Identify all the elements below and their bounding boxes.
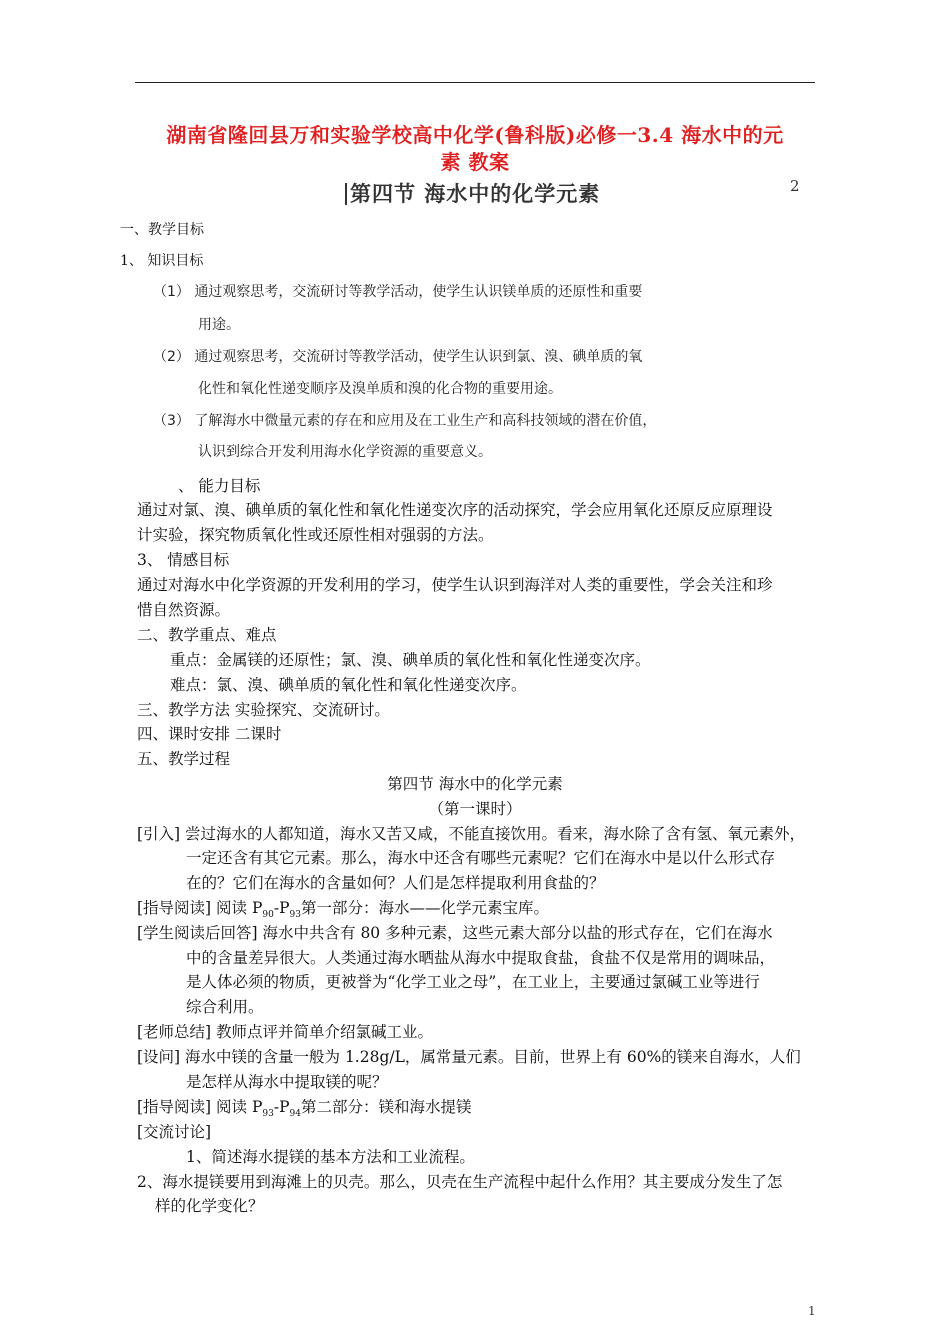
- ability-text-2: 计实验，探究物质氧化性或还原性相对强弱的方法。: [137, 526, 494, 544]
- page-number: 1: [808, 1304, 816, 1318]
- emotion-text-2: 惜自然资源。: [137, 601, 231, 619]
- knowledge-item-3-cont: 认识到综合开发利用海水化学资源的重要意义。: [198, 444, 492, 460]
- page-sub-start-2: 93: [262, 1109, 274, 1120]
- ability-text-1: 通过对氯、溴、碘单质的氧化性和氧化性递变次序的活动探究，学会应用氧化还原反应原理设: [137, 501, 773, 519]
- question-line-1: [设问] 海水中镁的含量一般为 1.28g/L，属常量元素。目前，世界上有 60%的镁来自海水，人们: [137, 1048, 801, 1066]
- document-title: [135, 122, 815, 176]
- scanned-heading-text: 第四节 海水中的化学元素: [350, 182, 601, 206]
- guided-reading-2-dash: -P: [273, 1098, 290, 1116]
- knowledge-item-2-cont: 化性和氧化性递变顺序及溴单质和溴的化合物的重要用途。: [198, 381, 562, 397]
- lesson-title: 第四节 海水中的化学元素: [387, 775, 563, 793]
- student-answer-3: 是人体必须的物质，更被誉为“化学工业之母”，在工业上，主要通过氯碱工业等进行: [186, 973, 760, 991]
- lesson-period: （第一课时）: [428, 800, 522, 818]
- section-heading-objectives: 一、教学目标: [120, 222, 204, 238]
- page-sub-start: 90: [262, 910, 274, 921]
- guided-reading-2-prefix: [指导阅读] 阅读 P: [137, 1098, 263, 1116]
- header-rule: [135, 82, 815, 83]
- guided-reading-1-dash: -P: [273, 899, 290, 917]
- heading-number: 2: [790, 177, 800, 195]
- title-line-2: 素 教案: [440, 150, 510, 174]
- knowledge-item-1: （1） 通过观察思考，交流研讨等教学活动，使学生认识镁单质的还原性和重要: [153, 284, 643, 300]
- question-line-2: 是怎样从海水中提取镁的呢？: [186, 1073, 388, 1091]
- section-heading-schedule: 四、课时安排 二课时: [137, 725, 282, 743]
- discussion-item-2: 2、海水提镁要用到海滩上的贝壳。那么，贝壳在生产流程中起什么作用？其主要成分发生了怎: [137, 1173, 783, 1191]
- discussion-heading: [交流讨论]: [137, 1123, 212, 1141]
- guided-reading-2-topic: 第二部分：镁和海水提镁: [300, 1098, 472, 1116]
- subheading-emotion: 3、 情感目标: [137, 551, 230, 569]
- knowledge-item-1-cont: 用途。: [198, 317, 240, 333]
- knowledge-item-3: （3） 了解海水中微量元素的存在和应用及在工业生产和高科技领域的潜在价值，: [153, 413, 657, 429]
- student-answer-4: 综合利用。: [186, 998, 264, 1016]
- intro-line-2: 一定还含有其它元素。那么，海水中还含有哪些元素呢？它们在海水中是以什么形式存: [186, 849, 776, 867]
- key-point-text: 重点：金属镁的还原性；氯、溴、碘单质的氧化性和氧化性递变次序。: [170, 651, 651, 669]
- section-heading-methods: 三、教学方法 实验探究、交流研讨。: [137, 701, 390, 719]
- discussion-item-1: 1、简述海水提镁的基本方法和工业流程。: [186, 1148, 475, 1166]
- subheading-ability: 、 能力目标: [178, 477, 261, 495]
- emotion-text-1: 通过对海水中化学资源的开发利用的学习，使学生认识到海洋对人类的重要性，学会关注和珍: [137, 576, 773, 594]
- teacher-summary: [老师总结] 教师点评并简单介绍氯碱工业。: [137, 1023, 434, 1041]
- guided-reading-1-prefix: [指导阅读] 阅读 P: [137, 899, 263, 917]
- intro-line-1: [引入] 尝过海水的人都知道，海水又苦又咸，不能直接饮用。看来，海水除了含有氢、氧元素外，: [137, 825, 806, 843]
- page-sub-end-2: 94: [289, 1109, 301, 1120]
- discussion-item-2-cont: 样的化学变化？: [155, 1197, 264, 1215]
- subheading-knowledge: 1、 知识目标: [120, 253, 204, 269]
- scanned-section-heading: [345, 178, 600, 208]
- section-heading-key-points: 二、教学重点、难点: [137, 626, 277, 644]
- section-heading-process: 五、教学过程: [137, 750, 231, 768]
- title-line-1: 湖南省隆回县万和实验学校高中化学(鲁科版)必修一3.4 海水中的元: [166, 123, 784, 147]
- student-answer-2: 中的含量差异很大。人类通过海水晒盐从海水中提取食盐，食盐不仅是常用的调味品，: [186, 949, 776, 967]
- guided-reading-1-topic: 第一部分：海水——化学元素宝库。: [300, 899, 549, 917]
- knowledge-item-2: （2） 通过观察思考，交流研讨等教学活动，使学生认识到氯、溴、碘单质的氧: [153, 349, 643, 365]
- student-answer-1: [学生阅读后回答] 海水中共含有 80 多种元素，这些元素大部分以盐的形式存在，它们在海水: [137, 924, 773, 942]
- heading-bar: [345, 183, 347, 205]
- difficult-point-text: 难点：氯、溴、碘单质的氧化性和氧化性递变次序。: [170, 676, 527, 694]
- page-sub-end: 93: [289, 910, 301, 921]
- intro-line-3: 在的？它们在海水的含量如何？人们是怎样提取利用食盐的？: [186, 874, 605, 892]
